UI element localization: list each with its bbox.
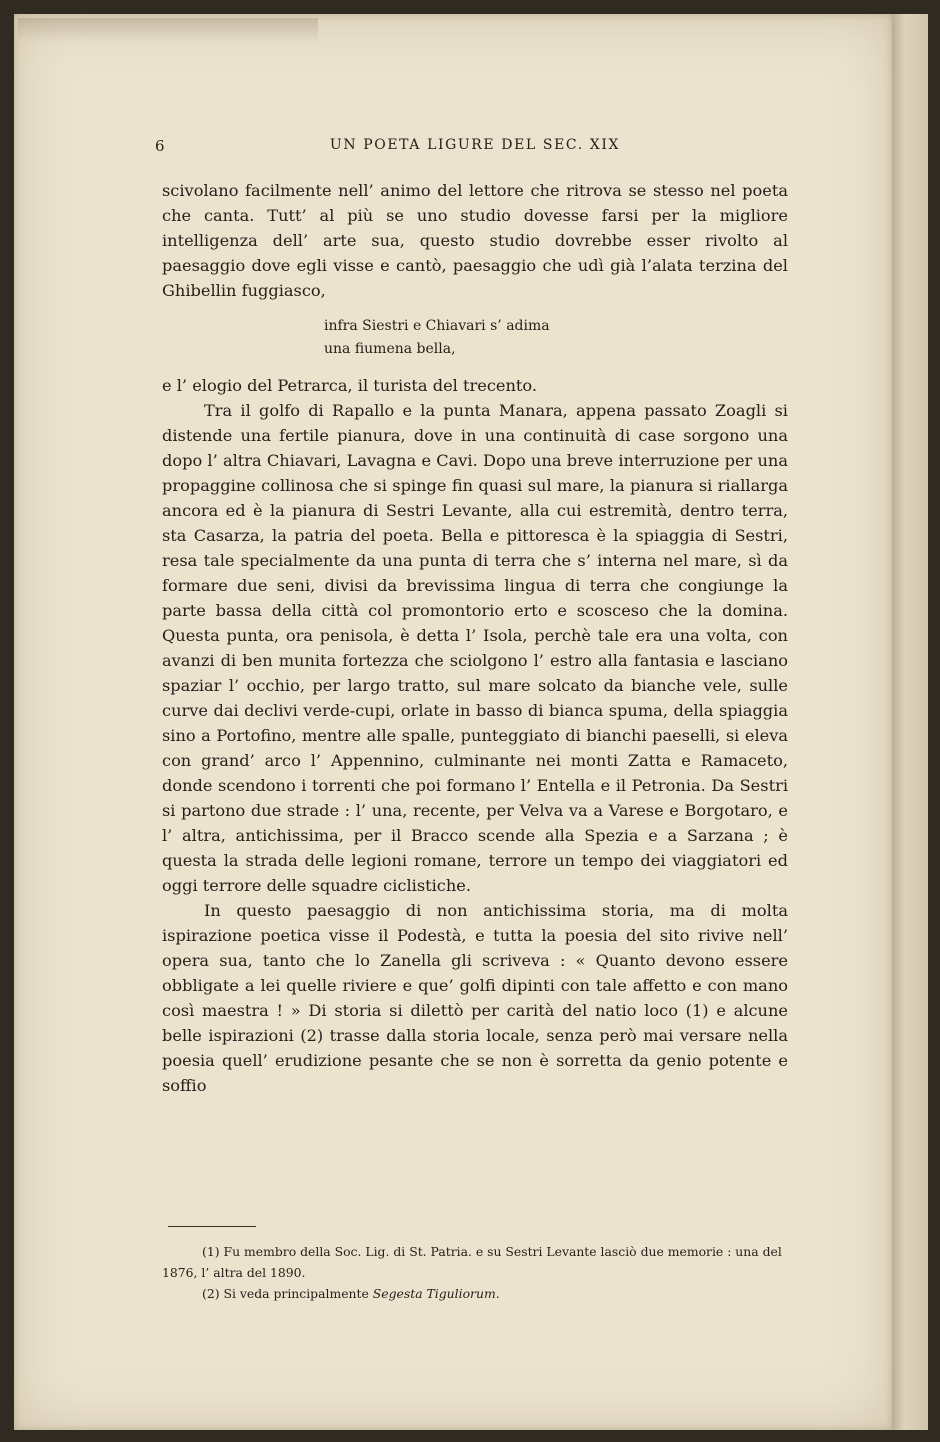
verse-line-1: infra Siestri e Chiavari s’ adima [324, 318, 550, 334]
verse-quote [324, 315, 788, 361]
paper-stain [18, 18, 318, 42]
paragraph-4: In questo paesaggio di non antichissima storia, ma di molta ispirazione poetica visse il Podestà, e tutta la poesia del sito rivive nell’ opera sua, tanto che lo Zanella gli scriveva : « Quanto devono essere obbligate a lei quelle riviere e que’ golfi dipinti con tale affetto e con mano così maestra ! » Di storia si dilettò per carità del natio loco (1) e alcune belle ispirazioni (2) trasse dalla storia locale, senza però mai versare nella poesia quell’ erudizione pesante che se non è sorretta da genio potente e soffio [162, 901, 788, 1095]
footnote-2-title: Segesta Tiguliorum. [372, 1286, 500, 1301]
footnote-2-text: (2) Si veda principalmente [202, 1286, 373, 1301]
verse-line-2: una fiumena bella, [324, 341, 456, 357]
running-head: UN POETA LIGURE DEL SEC. XIX [329, 137, 621, 153]
paragraph-1: scivolano facilmente nell’ animo del lettore che ritrova se stesso nel poeta che canta. Tutt’ al più se uno studio dovesse farsi per la migliore intelligenza dell’ arte sua, questo studio dovrebbe esser rivolto al paesaggio dove egli visse e cantò, paesaggio che udì già l’alata terzina del Ghibellin fuggiasco, [162, 181, 788, 300]
next-page-edge [892, 14, 928, 1430]
footnote-1: (1) Fu membro della Soc. Lig. di St. Patria. e su Sestri Levante lasciò due memorie : una del 1876, l’ altra del 1890. [162, 1244, 782, 1280]
page-number: 6 [155, 137, 165, 155]
footnote-2 [162, 1283, 802, 1304]
paragraph-2: e l’ elogio del Petrarca, il turista del trecento. [162, 376, 537, 395]
body-text [162, 178, 788, 1098]
footnotes [162, 1241, 802, 1304]
page-header [155, 137, 795, 161]
footnote-divider [168, 1226, 256, 1227]
paragraph-3: Tra il golfo di Rapallo e la punta Manara, appena passato Zoagli si distende una fertile pianura, dove in una continuità di case sorgono una dopo l’ altra Chiavari, Lavagna e Cavi. Dopo una breve interruzione per una propaggine collinosa che si spinge fin quasi sul mare, la pianura si riallarga ancora ed è la pianura di Sestri Levante, alla cui estremità, dentro terra, sta Casarza, la patria del poeta. Bella e pittoresca è la spiaggia di Sestri, resa tale specialmente da una punta di terra che s’ interna nel mare, sì da formare due seni, divisi da brevissima lingua di terra che congiunge la parte bassa della città col promontorio erto e scosceso che la domina. Questa punta, ora penisola, è detta l’ Isola, perchè tale era una volta, con avanzi di ben munita fortezza che sciolgono l’ estro alla fantasia e lasciano spaziar l’ occhio, per largo tratto, sul mare solcato da bianche vele, sulle curve dai declivi verde-cupi, orlate in basso di bianca spuma, della spiaggia sino a Portofino, mentre alle spalle, punteggiato di bianchi paeselli, si eleva con grand’ arco l’ Appennino, culminante nei monti Zatta e Ramaceto, donde scendono i torrenti che poi formano l’ Entella e il Petronia. Da Sestri si partono due strade : l’ una, recente, per Velva va a Varese e Borgotaro, e l’ altra, antichissima, per il Bracco scende alla Spezia e a Sarzana ; è questa la strada delle legioni romane, terrore un tempo dei viaggiatori ed oggi terrore delle squadre ciclistiche. [162, 401, 788, 895]
